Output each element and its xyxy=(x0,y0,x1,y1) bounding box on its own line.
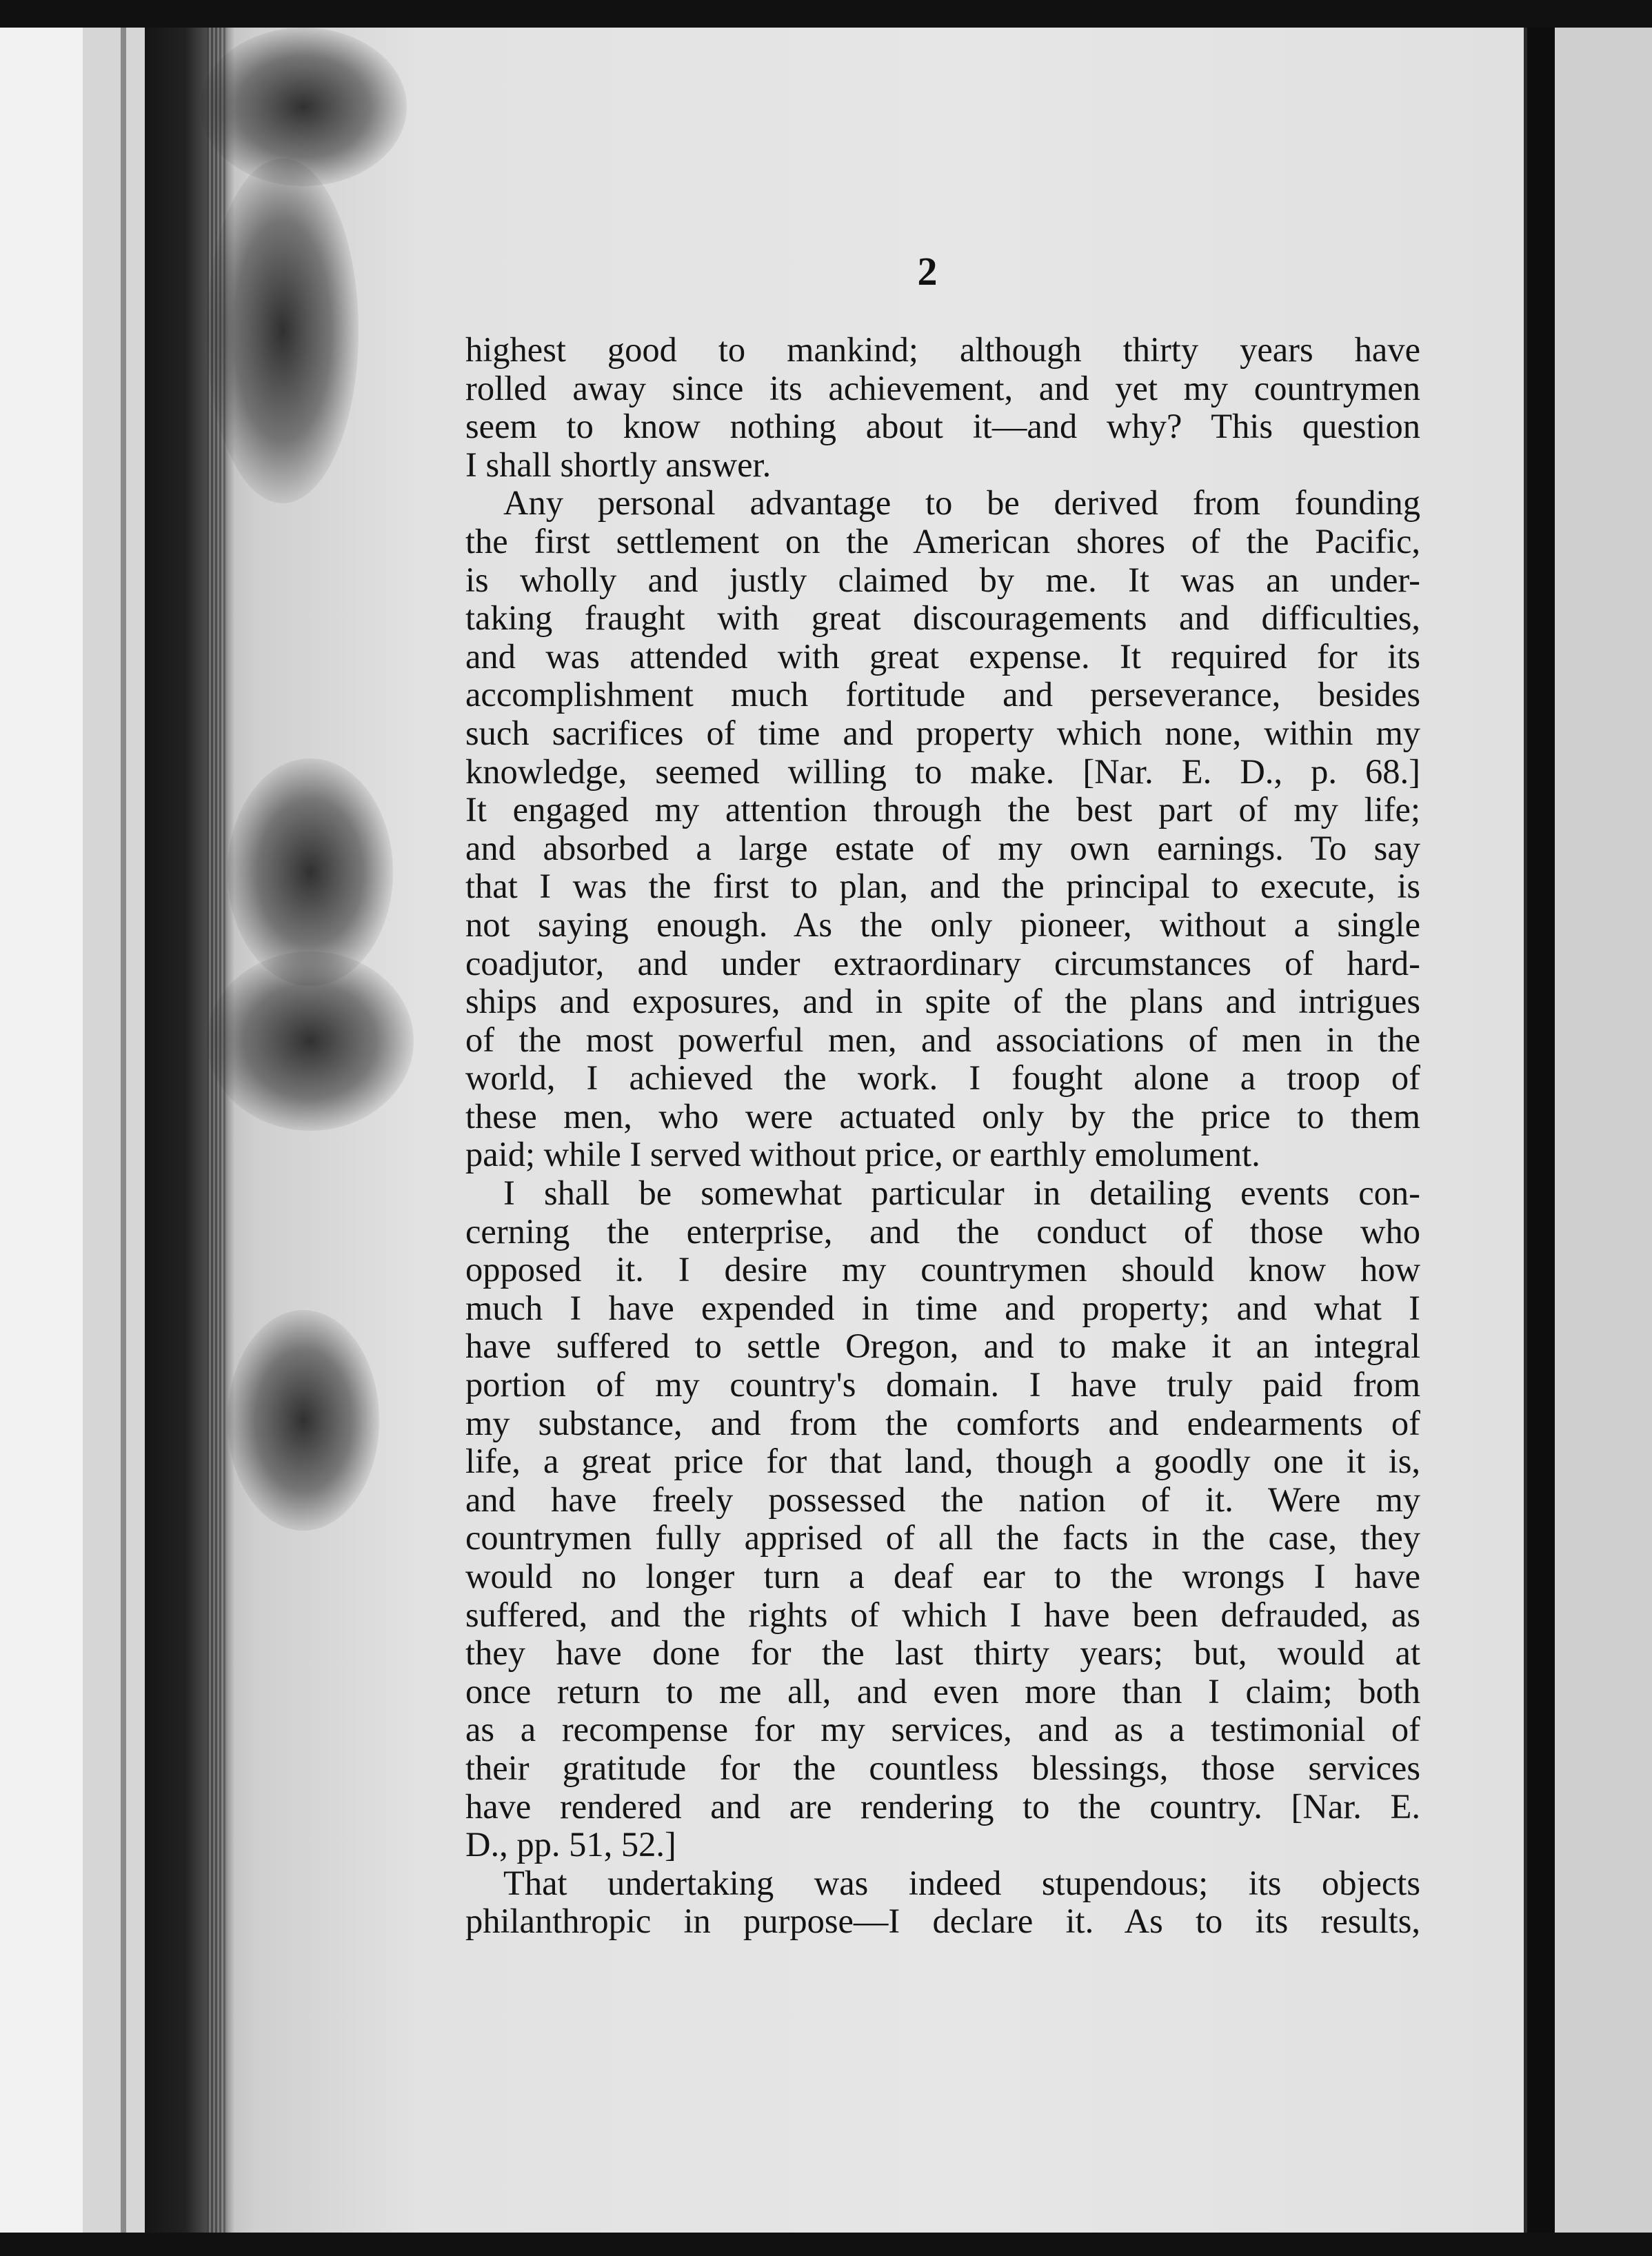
body-text xyxy=(465,331,1420,1941)
text-line: It engaged my attention through the best part of my life; xyxy=(465,791,1420,829)
text-line: suffered, and the rights of which I have been defrauded, as xyxy=(465,1595,1420,1634)
text-line: philanthropic in purpose—I declare it. As to its results, xyxy=(465,1902,1420,1941)
text-line: taking fraught with great discouragements and difficulties, xyxy=(465,599,1420,638)
text-line: coadjutor, and under extraordinary circumstances of hard- xyxy=(465,944,1420,983)
text-line: these men, who were actuated only by the price to them xyxy=(465,1097,1420,1136)
text-line: I shall be somewhat particular in detailing events con- xyxy=(503,1174,1420,1213)
text-line: D., pp. 51, 52.] xyxy=(465,1826,676,1864)
text-line: and have freely possessed the nation of it. Were my xyxy=(465,1480,1420,1519)
text-line: portion of my country's domain. I have truly paid from xyxy=(465,1366,1420,1404)
text-line: not saying enough. As the only pioneer, without a single xyxy=(465,905,1420,944)
page-number: 2 xyxy=(917,249,938,294)
film-top-border xyxy=(0,0,1652,28)
text-line: countrymen fully apprised of all the facts in the case, they xyxy=(465,1519,1420,1558)
text-line: and absorbed a large estate of my own earnings. To say xyxy=(465,829,1420,867)
text-line: world, I achieved the work. I fought alone a troop of xyxy=(465,1059,1420,1098)
ink-smudge xyxy=(200,28,407,186)
text-line: seem to know nothing about it—and why? This question xyxy=(465,407,1420,446)
film-left-margin xyxy=(0,0,83,2256)
paragraph xyxy=(465,484,1420,1174)
ink-smudge xyxy=(207,951,414,1131)
text-line: highest good to mankind; although thirty years have xyxy=(465,331,1420,369)
film-bottom-border xyxy=(0,2233,1652,2256)
text-line: knowledge, seemed willing to make. [Nar. E. D., p. 68.] xyxy=(465,752,1420,791)
text-line: accomplishment much fortitude and perseverance, besides xyxy=(465,676,1420,714)
film-right-margin xyxy=(1551,0,1652,2256)
text-line: that I was the first to plan, and the principal to execute, is xyxy=(465,867,1420,906)
ink-smudge xyxy=(228,1310,379,1531)
text-line: paid; while I served without price, or earthly emolument. xyxy=(465,1136,1260,1174)
text-line: and was attended with great expense. It required for its xyxy=(465,637,1420,676)
text-line: my substance, and from the comforts and endearments of xyxy=(465,1404,1420,1442)
text-line: I shall shortly answer. xyxy=(465,445,772,484)
gutter-shadow xyxy=(1527,21,1555,2234)
paragraph xyxy=(465,1864,1420,1941)
text-line: once return to me all, and even more than I claim; both xyxy=(465,1672,1420,1711)
paragraph xyxy=(465,331,1420,484)
text-line: much I have expended in time and property; and what I xyxy=(465,1289,1420,1327)
text-line: would no longer turn a deaf ear to the wrongs I have xyxy=(465,1558,1420,1595)
text-line: as a recompense for my services, and as a testimonial of xyxy=(465,1711,1420,1749)
film-frame-line xyxy=(121,21,126,2241)
text-line: cerning the enterprise, and the conduct of those who xyxy=(465,1212,1420,1251)
text-line: their gratitude for the countless blessings, those services xyxy=(465,1749,1420,1787)
text-line: the first settlement on the American shores of the Pacific, xyxy=(465,522,1420,561)
text-line: That undertaking was indeed stupendous; its objects xyxy=(503,1864,1420,1902)
text-line: opposed it. I desire my countrymen should know how xyxy=(465,1251,1420,1289)
text-line: is wholly and justly claimed by me. It was an under- xyxy=(465,561,1420,599)
text-line: of the most powerful men, and associations of men in the xyxy=(465,1020,1420,1059)
text-line: rolled away since its achievement, and yet my countrymen xyxy=(465,369,1420,407)
text-line: ships and exposures, and in spite of the plans and intrigues xyxy=(465,983,1420,1021)
text-line: have rendered and are rendering to the country. [Nar. E. xyxy=(465,1787,1420,1826)
ink-smudge xyxy=(207,159,359,503)
text-line: have suffered to settle Oregon, and to make it an integral xyxy=(465,1327,1420,1366)
text-line: they have done for the last thirty years; but, would at xyxy=(465,1634,1420,1673)
text-line: life, a great price for that land, though a goodly one it is, xyxy=(465,1442,1420,1481)
text-line: such sacrifices of time and property which none, within my xyxy=(465,714,1420,752)
text-line: Any personal advantage to be derived from founding xyxy=(503,484,1420,523)
paragraph xyxy=(465,1174,1420,1864)
